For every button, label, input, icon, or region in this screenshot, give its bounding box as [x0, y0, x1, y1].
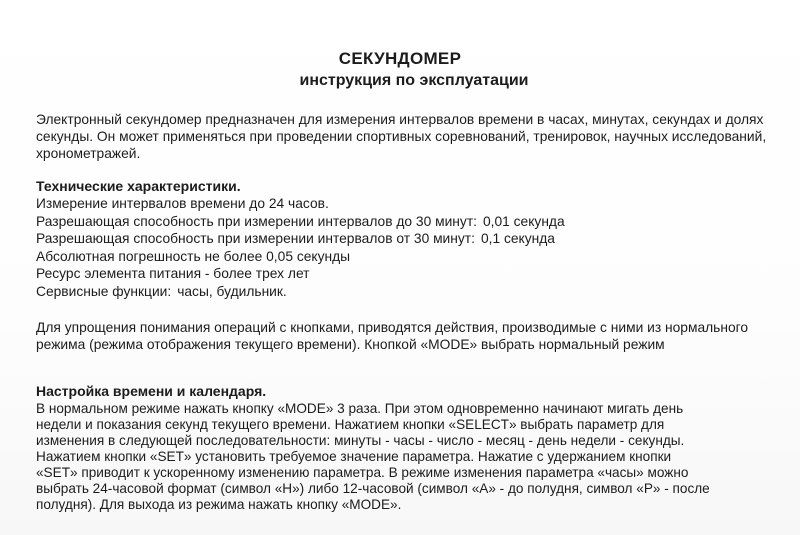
operations-paragraph: Для упрощения понимания операций с кнопками, приводятся действия, производимые с ними из нормального режима (режима отображения текущего времени). Кнопкой «MODE» выбрать нормальный режим: [36, 320, 749, 352]
spec-item: [36, 213, 565, 231]
document-title: СЕКУНДОМЕР: [338, 49, 462, 68]
document-subtitle: инструкция по эксплуатации: [299, 72, 529, 89]
spec-item: [36, 248, 565, 266]
spec-value: часы, будильник.: [177, 283, 287, 299]
intro-paragraph: Электронный секундомер предназначен для измерения интервалов времени в часах, минутах, секундах и долях секунды. Он может применяться при проведении спортивных соревнований, тренировок, научных исследований, хронометражей.: [36, 112, 767, 161]
specs-list: [36, 195, 565, 301]
setup-line: В нормальном режиме нажать кнопку «MODE» 3 раза. При этом одновременно начинают мигать день: [36, 401, 684, 416]
setup-heading: Настройка времени и календаря.: [36, 383, 267, 399]
setup-line: «SET» приводит к ускоренному изменению параметра. В режиме изменения параметра «часы» можно: [36, 465, 689, 480]
spec-label: Абсолютная погрешность не более 0,05 секунды: [36, 248, 351, 264]
setup-line: Нажатием кнопки «SET» установить требуемое значение параметра. Нажатие с удержанием кнопки: [36, 449, 672, 464]
spec-value: 0,1 секунда: [480, 231, 555, 247]
specs-heading: Технические характеристики.: [36, 178, 241, 194]
spec-label: Сервисные функции:: [36, 283, 172, 299]
spec-item: [36, 230, 565, 248]
spec-label: Ресурс элемента питания - более трех лет: [36, 266, 310, 282]
setup-line: недели и показания секунд текущего времени. Нажатием кнопки «SELECT» выбрать параметр для: [36, 417, 665, 432]
spec-label: Измерение интервалов времени до 24 часов.: [36, 196, 329, 211]
setup-line: изменения в следующей последовательности: минуты - часы - число - месяц - день недели - секунды.: [36, 433, 685, 448]
spec-label: Разрешающая способность при измерении интервалов до 30 минут:: [36, 213, 477, 229]
spec-item: [36, 265, 565, 283]
spec-item: [36, 195, 565, 213]
setup-line: выбрать 24-часовой формат (символ «H») либо 12-часовой (символ «A» - до полудня, символ «P» - после: [36, 481, 710, 496]
setup-line: полудня). Для выхода из режима нажать кнопку «MODE».: [36, 497, 402, 512]
spec-item: [36, 283, 565, 301]
setup-paragraph: [36, 401, 796, 513]
spec-value: 0,01 секунда: [482, 213, 565, 229]
spec-label: Разрешающая способность при измерении интервалов от 30 минут:: [36, 231, 475, 247]
